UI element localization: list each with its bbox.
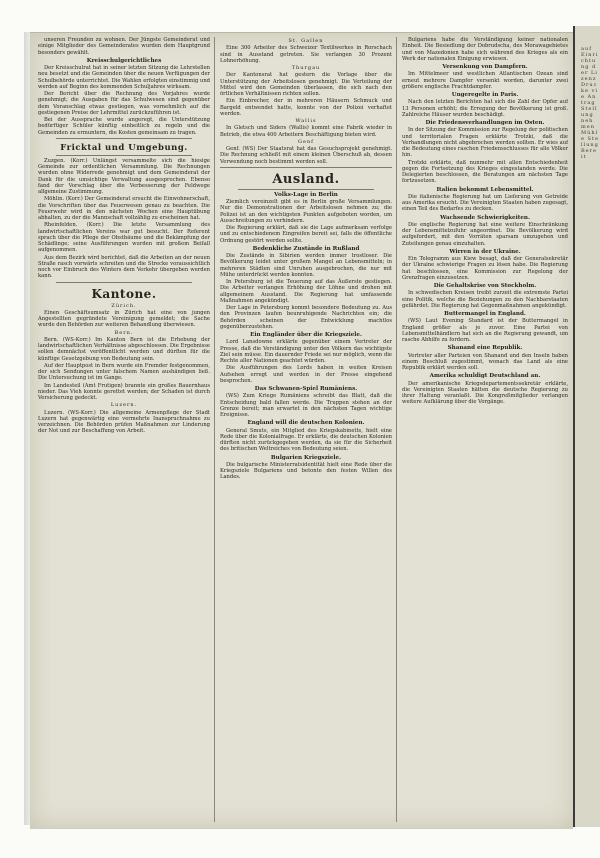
article-paragraph: Auf der Hauptpost in Bern wurde ein Fremder festgenommen, der sich Sendungen unter falschem Namen aushändigen ließ. Die Untersuchung ist im Gange. [38,362,210,382]
article-paragraph: Der Lage in Petersburg kommt besondere Bedeutung zu. Aus den Provinzen laufen beunruhigende Nachrichten ein; die Behörden scheinen der Entwicklung machtlos gegenüberzustehen. [220,305,392,330]
section-heading: Wachsende Schwierigkeiten. [440,214,530,221]
newspaper-page [30,32,573,828]
article-paragraph: Vertreter aller Parteien von Shanand und den Inseln haben einem Beschluß zugestimmt, wonach das Land als eine Republik erklärt werden soll. [402,352,568,371]
canton-heading: Luzern. [110,402,138,409]
section-heading: Die Gehaltskrise von Stockholm. [433,283,537,289]
article-paragraph: Bei der Aussprache wurde angeregt, die Unterstützung bedürftiger Schüler künftig einheitlich zu regeln und die Gemeinden zu ermuntern, die Kosten gemeinsam zu tragen. [38,117,210,136]
article-paragraph: Die Ausführungen des Lords haben in weiten Kreisen Aufsehen erregt und werden in der Presse eingehend besprochen. [220,365,392,384]
section-title-kantone: Kantone. [91,286,157,301]
section-heading: Kreisschulgerichtliches [86,57,162,64]
article-paragraph: Ein Telegramm aus Kiew besagt, daß der Generalsekretär der Ukraine schwierige Fragen zu lösen habe. Die Regierung hat beschlossen, eine Kommission zur Regelung der Grenzfragen einzusetzen. [402,256,568,281]
article-paragraph: Eine 300 Arbeiter des Schweizer Textilwerkes in Rorschach sind in Ausstand getreten. Sie verlangen 30 Prozent Lohnerhöhung. [220,45,392,64]
article-paragraph: General Smuts, ein Mitglied des Kriegskabinetts, hielt eine Rede über die Kolonialfrage. Er erklärte, die deutschen Kolonien dürften nicht zurückgegeben werden, da sie für die Sicherheit des britischen Weltreiches von Bedeutung seien. [220,427,392,453]
divider [56,138,192,139]
column-1 [38,37,210,824]
article-paragraph: Im Mittelmeer und westlichen Atlantischen Ozean sind erneut mehrere Dampfer versenkt worden, darunter zwei größere englische Frachtdampfer. [402,71,568,90]
article-paragraph: Die italienische Regierung hat um Lieferung von Getreide aus Amerika ersucht. Die Vereinigten Staaten haben zugesagt, einen Teil des Bedarfes zu decken. [402,193,568,213]
section-heading: Die Friedensverhandlungen im Osten. [425,120,545,126]
article-paragraph: In Gletsch und Siders (Wallis) kommt eine Fabrik wieder in Betrieb, die etwa 400 Arbeitern Beschäftigung bieten wird. [220,125,392,138]
section-heading: Ungeregelte in Paris. [451,92,519,98]
article-paragraph: Der Kreisschulrat hat in seiner letzten Sitzung die Lehrstellen neu besetzt und die Gemeinden über die neuen Verfügungen der Schulbehörde unterrichtet. Die Wahlen erfolgten einstimmig und werden auf Beginn des kommenden Schuljahres wirksam. [38,65,210,90]
section-heading: Bulgarien Kriegsziele. [270,454,342,461]
article-paragraph: Möhlin. (Korr.) Der Gemeinderat ersucht die Einwohnerschaft, die Vorschriften über das Feuerwesen genau zu beachten. Die Feuerwehr wird in den nächsten Wochen eine Hauptübung abhalten, zu der die Mannschaft vollzählig zu erscheinen hat. [38,196,210,221]
article-paragraph: (WS) Zum Kriege Rumäniens schreibt das Blatt, daß die Entscheidung bald fallen werde. Die Truppen stehen an der Grenze bereit; man erwartet in den nächsten Tagen wichtige Ereignisse. [220,393,392,418]
canton-heading: Thurgau [291,65,321,71]
article-paragraph: Die bulgarische Ministerratsidentität hielt eine Rede über die Kriegsziele Bulgariens und betonte den festen Willen des Landes. [220,461,392,481]
adjacent-page-edge [573,26,600,827]
bottom-edge-line [30,828,573,829]
section-heading: Ein Engländer über die Kriegsziele. [250,332,362,338]
divider [238,189,374,190]
article-paragraph: Einen Geschäftsumsatz in Zürich hat eine von jungen Angestellten gegründete Vereinigung gemeldet; die Sache wurde den Behörden zur weiteren Behandlung überwiesen. [38,309,210,329]
article-paragraph: Zuzgen. (Korr.) Unlängst versammelte sich die hiesige Gemeinde zur ordentlichen Versammlung. Die Rechnungen wurden ohne Widerrede genehmigt und dem Gemeinderat der Dank für die umsichtige Verwaltung ausgesprochen. Ebenso fand der Vorschlag über die Verbesserung der Feldwege allgemeine Zustimmung. [38,157,210,195]
section-heading: Wirren in der Ukraine. [449,248,521,255]
article-paragraph: Ein Einbrecher, der in mehreren Häusern Schmuck und Bargeld entwendet hatte, konnte von der Polizei verhaftet werden. [220,98,392,117]
section-heading: Shanand eine Republik. [447,345,523,352]
section-heading: Amerika schuldigt Deutschland an. [429,373,541,380]
section-title-ausland: Ausland. [272,171,340,187]
canton-heading: Genf [297,138,315,145]
canton-heading: Wallis [295,118,317,124]
article-paragraph: Der amerikanische Kriegsdepartementssekretär erklärte, die Vereinigten Staaten hätten die deutsche Regierung zu ihrer Haltung veranlaßt. Die Kongreßmitglieder verlangen weitere Aufklärung über die Vorgänge. [402,380,568,406]
section-heading: Buttermangel in England. [444,311,526,317]
canton-heading: Bern. [114,329,134,336]
article-paragraph: Die Zustände in Sibirien werden immer trostloser. Die Bevölkerung leidet unter großem Mangel an Lebensmitteln; in mehreren Städten sind Unruhen ausgebrochen, die nur mit Mühe unterdrückt werden konnten. [220,253,392,278]
article-paragraph: In der Sitzung der Kommission zur Regelung der politischen und territorialen Fragen erklärte Trotzki, daß die Verhandlungen nicht abgebrochen werden sollten. Er wies auf die Bedeutung eines raschen Friedensschlusses für alle Völker hin. [402,127,568,159]
section-heading: Versenkung von Dampfern. [442,64,528,70]
article-paragraph: Die englische Regierung hat eine weitere Einschränkung der Lebensmittelzufuhr angeordnet. Die Bevölkerung wird aufgefordert, mit den Vorräten sparsam umzugehen und Zuteilungen genau einzuhalten. [402,221,568,247]
section-heading: Volks-Lage in Berlin [274,191,338,198]
article-paragraph: Aus dem Bezirk wird berichtet, daß die Arbeiten an der neuen Straße rasch vorwärts schreiten und die Strecke voraussichtlich noch vor Einbruch des Winters dem Verkehr übergeben werden kann. [38,254,210,280]
section-heading: Das Schwanen-Spiel Rumäniens. [254,386,358,392]
article-paragraph: Luzern. (WS-Korr.) Die allgemeine Armenpflege der Stadt Luzern hat gegenwärtig eine vermehrte Inanspruchnahme zu verzeichnen. Die Behörden prüfen Maßnahmen zur Linderung der Not und zur Beschaffung von Arbeit. [38,409,210,435]
section-heading: Bedenkliche Zustände in Rußland [252,245,360,252]
article-paragraph: Lord Lansdowne erklärte gegenüber einem Vertreter der Presse, daß die Verständigung unter den Völkern das wichtigste Ziel sein müsse. Ein dauernder Friede sei nur möglich, wenn die Rechte aller Nationen geachtet würden. [220,339,392,364]
canton-heading: St. Gallen [288,38,324,44]
column-rule [396,37,397,822]
article-paragraph: Die Regierung erklärt, daß sie die Lage aufmerksam verfolge und zu entschiedenem Eingreifen bereit sei, falls die öffentliche Ordnung gestört werden sollte. [220,225,392,244]
column-3 [402,37,568,824]
section-heading: England will die deutschen Kolonien. [247,420,365,427]
article-paragraph: In schwedischen Kreisen treibt zurzeit die extremste Partei eine Politik, welche die Beziehungen zu den Nachbarstaaten gefährdet. Die Regierung hat Gegenmaßnahmen angekündigt. [402,290,568,309]
article-paragraph: Nach den letzten Berichten hat sich die Zahl der Opfer auf 13 Personen erhöht; die Erregung der Bevölkerung ist groß. Zahlreiche Häuser wurden beschädigt. [402,99,568,118]
article-paragraph: Der Kantonsrat hat gestern die Vorlage über die Unterstützung der Arbeitslosen genehmigt. Die Verteilung der Mittel wird den Gemeinden überlassen, die sich nach den örtlichen Verhältnissen richten sollen. [220,72,392,97]
column-2 [220,37,392,824]
divider [56,282,192,283]
divider [56,155,192,156]
article-paragraph: Rheinfelden. (Korr.) Die letzte Versammlung des landwirtschaftlichen Vereins war gut besucht. Der Referent sprach über die Pflege der Obstbäume und die Bekämpfung der Schädlinge; seine Ausführungen wurden mit großem Beifall aufgenommen. [38,222,210,254]
article-paragraph: Trotzki erklärte, daß nunmehr mit allen Entschiedenheit gegen die Fortsetzung des Krieges eingestanden werde. Die Delegierten beschlossen, die Beratungen am nächsten Tage fortzusetzen. [402,159,568,185]
adjacent-page-text: auf Einrichtung der Lizenz Drucke vie Antrag Stellung nehmen Mühle Stellung Bereit [581,46,599,160]
col1-top-text: unseren Freunden zu wohnen. Der Jüngste Gemeinderat und einige Mitglieder des Gemeinderates wurden dem Hauptgrund besonders gewählt. [38,37,210,56]
canton-heading: Zürich. [111,302,137,309]
col3-top-text: Bulgariens habe die Verständigung keiner nationalen Einheit. Die Besiedlung der Dobrudscha, des Morawagebietes und von Mazedonien habe sich während des Krieges als ein Werk der nationalen Einigung erwiesen. [402,37,568,62]
article-paragraph: Ziemlich vereinzelt gibt es in Berlin große Versammlungen. Nur die Demonstrationen der Arbeitslosen nehmen zu; die Polizei ist an den wichtigsten Punkten aufgeboten worden, um Ausschreitungen zu verhindern. [220,199,392,224]
divider [220,167,392,168]
section-title-fricktal: Fricktal und Umgebung. [60,142,188,153]
article-paragraph: Der Bericht über die Rechnung des Vorjahres wurde genehmigt; die Ausgaben für das Schulwesen sind gegenüber dem Voranschlag etwas gestiegen, was vornehmlich auf die gestiegenen Preise der Lehrmittel zurückzuführen ist. [38,91,210,116]
article-paragraph: Bern. (WS-Korr.) Im Kanton Bern ist die Erhebung der landwirtschaftlichen Verhältnisse abgeschlossen. Die Ergebnisse sollen demnächst veröffentlicht werden und dürften für die künftige Gesetzgebung von Bedeutung sein. [38,336,210,362]
article-paragraph: In Petersburg ist die Teuerung auf das Äußerste gestiegen. Die Arbeiter verlangen Erhöhung der Löhne und drohen mit allgemeinem Ausstand. Die Regierung hat umfassende Maßnahmen angekündigt. [220,279,392,304]
column-rule [214,37,215,822]
article-paragraph: Genf. (WS) Der Staatsrat hat das Gesuchsprojekt genehmigt. Die Rechnung schließt mit einem kleinen Überschuß ab, dessen Verwendung noch bestimmt werden soll. [220,146,392,165]
article-paragraph: Im Landesteil (Amt Frutigen) brannte ein großes Bauernhaus nieder. Das Vieh konnte gerettet werden; der Schaden ist durch Versicherung gedeckt. [38,382,210,401]
section-heading: Italien bekommt Lebensmittel. [436,186,534,193]
article-paragraph: (WS) Laut Evening Standard ist der Buttermangel in England größer als je zuvor. Eine Partei von Lebensmittelhändlern hat sich an die Regierung gewandt, um rasche Abhilfe zu fordern. [402,318,568,343]
